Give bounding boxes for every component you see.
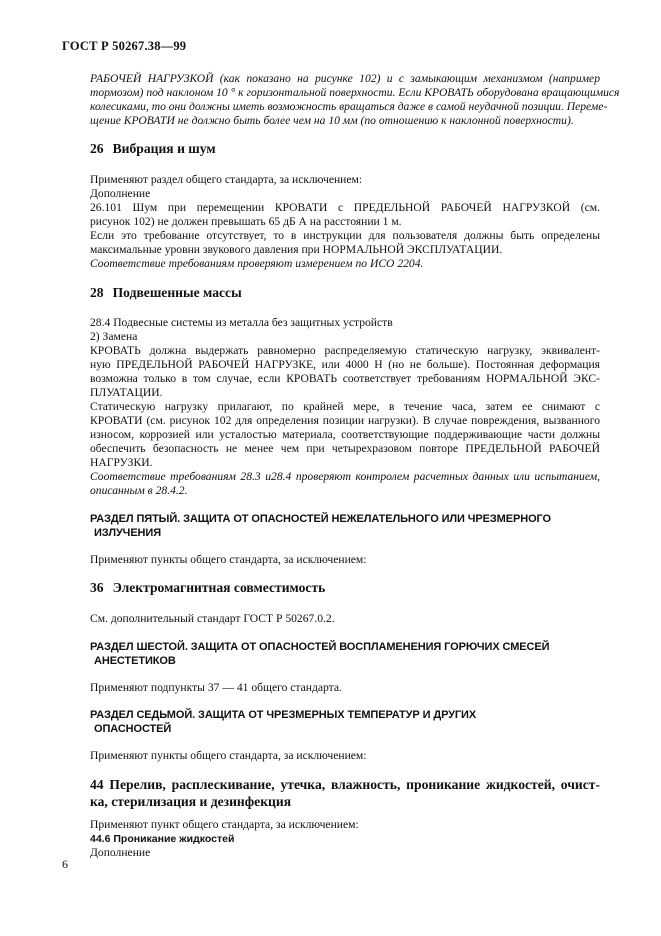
section-36-heading (90, 580, 325, 596)
part-title-line: ИЗЛУЧЕНИЯ (94, 527, 162, 539)
applies-text: Применяют пункты общего стандарта, за исключением: (90, 553, 367, 566)
part-title-line: РАЗДЕЛ СЕДЬМОЙ. ЗАЩИТА ОТ ЧРЕЗМЕРНЫХ ТЕМПЕРАТУР И ДРУГИХ (90, 709, 477, 721)
section-title: Электромагнитная совместимость (112, 580, 326, 595)
intro-line: щение КРОВАТИ не должно быть более чем на 10 мм (по отношению к наклонной поверхности). (90, 114, 574, 127)
addition-label: Дополнение (90, 846, 151, 859)
part-7-heading (90, 708, 605, 736)
section-number: 26 (90, 141, 104, 156)
paragraph-line: обеспечить безопасность не менее чем при четырехразовом повторе ПРЕДЕЛЬНОЙ РАБОЧЕЙ (90, 442, 600, 455)
applies-text: Применяют подпункты 37 — 41 общего стандарта. (90, 681, 342, 694)
intro-line: колесиками, то они должны иметь возможность вращаться даже в самой неудачной позиции. Переме- (90, 100, 608, 113)
section-number: 28 (90, 285, 104, 300)
intro-line: РАБОЧЕЙ НАГРУЗКОЙ (как показано на рисунке 102) и с замыкающим механизмом (например (90, 72, 600, 85)
section-28-heading (90, 285, 242, 301)
paragraph-line: максимальные уровни звукового давления при НОРМАЛЬНОЙ ЭКСПЛУАТАЦИИ. (90, 243, 503, 256)
intro-line: тормозом) под наклоном 10 ° к горизонтальной поверхности. Если КРОВАТЬ оборудована вращающимися (90, 86, 620, 99)
paragraph-line: износом, коррозией или усталостью материала, соответствующие поддерживающие части должны (90, 428, 600, 441)
section-26-heading (90, 141, 216, 157)
section-title: Подвешенные массы (112, 285, 242, 300)
section-44-heading-line: 44 Перелив, расплескивание, утечка, влажность, проникание жидкостей, очист- (90, 777, 600, 792)
reference-text: См. дополнительный стандарт ГОСТ Р 50267.0.2. (90, 612, 335, 625)
document-header: ГОСТ Р 50267.38—99 (62, 39, 187, 53)
page-number: 6 (62, 857, 68, 871)
addition-label: Дополнение (90, 187, 151, 200)
applies-text: Применяют пункты общего стандарта, за исключением: (90, 749, 367, 762)
paragraph-line: КРОВАТИ (см. рисунок 102 для определения позиции нагрузки). В случае повреждения, вызванного (90, 414, 600, 427)
part-5-heading (90, 512, 605, 540)
part-title-line: АНЕСТЕТИКОВ (94, 655, 176, 667)
replace-label: 2) Замена (90, 330, 138, 343)
part-title-line: РАЗДЕЛ ШЕСТОЙ. ЗАЩИТА ОТ ОПАСНОСТЕЙ ВОСПЛАМЕНЕНИЯ ГОРЮЧИХ СМЕСЕЙ (90, 641, 550, 653)
part-title-line: ОПАСНОСТЕЙ (94, 723, 172, 735)
paragraph-line: рисунок 102) не должен превышать 65 дБ А на расстоянии 1 м. (90, 215, 402, 228)
paragraph-line: Если это требование отсутствует, то в инструкции для пользователя должны быть определены (90, 229, 600, 242)
section-title: Вибрация и шум (112, 141, 216, 156)
paragraph-line: КРОВАТЬ должна выдержать равномерно распределяемую статическую нагрузку, эквивалент- (90, 344, 600, 357)
clause-title: 28.4 Подвесные системы из металла без защитных устройств (90, 316, 393, 329)
subclause-title: 44.6 Проникание жидкостей (90, 833, 235, 845)
compliance-text: описанным в 28.4.2. (90, 484, 188, 497)
paragraph-line: возможна только в том случае, если КРОВАТЬ соответствует требованиям НОРМАЛЬНОЙ ЭКС- (90, 372, 600, 385)
paragraph-line: ную ПРЕДЕЛЬНОЙ РАБОЧЕЙ НАГРУЗКЕ, или 4000 Н (но не больше). Постоянная деформация (90, 358, 600, 371)
compliance-text: Соответствие требованиям 28.3 и28.4 проверяют контролем расчетных данных или испытанием, (90, 470, 600, 483)
paragraph-line: НАГРУЗКИ. (90, 456, 153, 469)
applies-text: Применяют пункт общего стандарта, за исключением: (90, 818, 359, 831)
applies-text: Применяют раздел общего стандарта, за исключением: (90, 173, 363, 186)
section-number: 36 (90, 580, 104, 595)
section-44-heading-line: ка, стерилизация и дезинфекция (90, 794, 292, 809)
paragraph-line: 26.101 Шум при перемещении КРОВАТИ с ПРЕДЕЛЬНОЙ РАБОЧЕЙ НАГРУЗКОЙ (см. (90, 201, 600, 214)
part-6-heading (90, 640, 605, 668)
part-title-line: РАЗДЕЛ ПЯТЫЙ. ЗАЩИТА ОТ ОПАСНОСТЕЙ НЕЖЕЛАТЕЛЬНОГО ИЛИ ЧРЕЗМЕРНОГО (90, 513, 551, 525)
compliance-text: Соответствие требованиям проверяют измерением по ИСО 2204. (90, 257, 424, 270)
paragraph-line: Статическую нагрузку прилагают, по крайней мере, в течение часа, затем ее снимают с (90, 400, 600, 413)
paragraph-line: ПЛУАТАЦИИ. (90, 386, 163, 399)
